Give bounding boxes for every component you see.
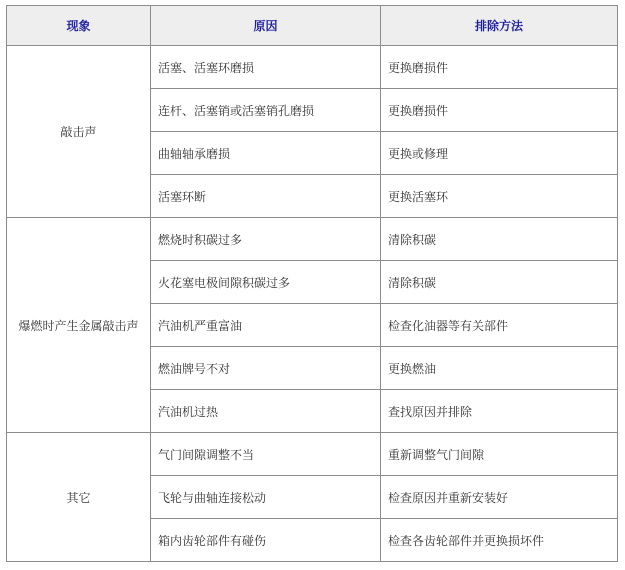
- remedy-cell: 清除积碳: [381, 218, 618, 261]
- cause-cell: 曲轴轴承磨损: [151, 132, 381, 175]
- remedy-cell: 更换磨损件: [381, 89, 618, 132]
- cause-cell: 火花塞电极间隙积碳过多: [151, 261, 381, 304]
- remedy-cell: 检查各齿轮部件并更换损坏件: [381, 519, 618, 562]
- symptom-cell: 敲击声: [7, 46, 151, 218]
- cause-cell: 飞轮与曲轴连接松动: [151, 476, 381, 519]
- cause-cell: 箱内齿轮部件有碰伤: [151, 519, 381, 562]
- cause-cell: 活塞环断: [151, 175, 381, 218]
- cause-cell: 燃油牌号不对: [151, 347, 381, 390]
- cause-cell: 气门间隙调整不当: [151, 433, 381, 476]
- remedy-cell: 清除积碳: [381, 261, 618, 304]
- cause-cell: 燃烧时积碳过多: [151, 218, 381, 261]
- table-row: [7, 46, 618, 89]
- cause-cell: 活塞、活塞环磨损: [151, 46, 381, 89]
- cause-cell: 汽油机过热: [151, 390, 381, 433]
- remedy-cell: 更换活塞环: [381, 175, 618, 218]
- remedy-cell: 检查化油器等有关部件: [381, 304, 618, 347]
- table-row: [7, 433, 618, 476]
- symptom-cell: 爆燃时产生金属敲击声: [7, 218, 151, 433]
- remedy-cell: 重新调整气门间隙: [381, 433, 618, 476]
- symptom-cell: 其它: [7, 433, 151, 562]
- remedy-cell: 更换磨损件: [381, 46, 618, 89]
- cause-cell: 汽油机严重富油: [151, 304, 381, 347]
- remedy-cell: 检查原因并重新安装好: [381, 476, 618, 519]
- remedy-cell: 查找原因并排除: [381, 390, 618, 433]
- header-row: [7, 6, 618, 46]
- fault-table: [6, 5, 618, 562]
- header-symptom: 现象: [7, 6, 151, 46]
- cause-cell: 连杆、活塞销或活塞销孔磨损: [151, 89, 381, 132]
- header-cause: 原因: [151, 6, 381, 46]
- table-row: [7, 218, 618, 261]
- remedy-cell: 更换燃油: [381, 347, 618, 390]
- header-remedy: 排除方法: [381, 6, 618, 46]
- remedy-cell: 更换或修理: [381, 132, 618, 175]
